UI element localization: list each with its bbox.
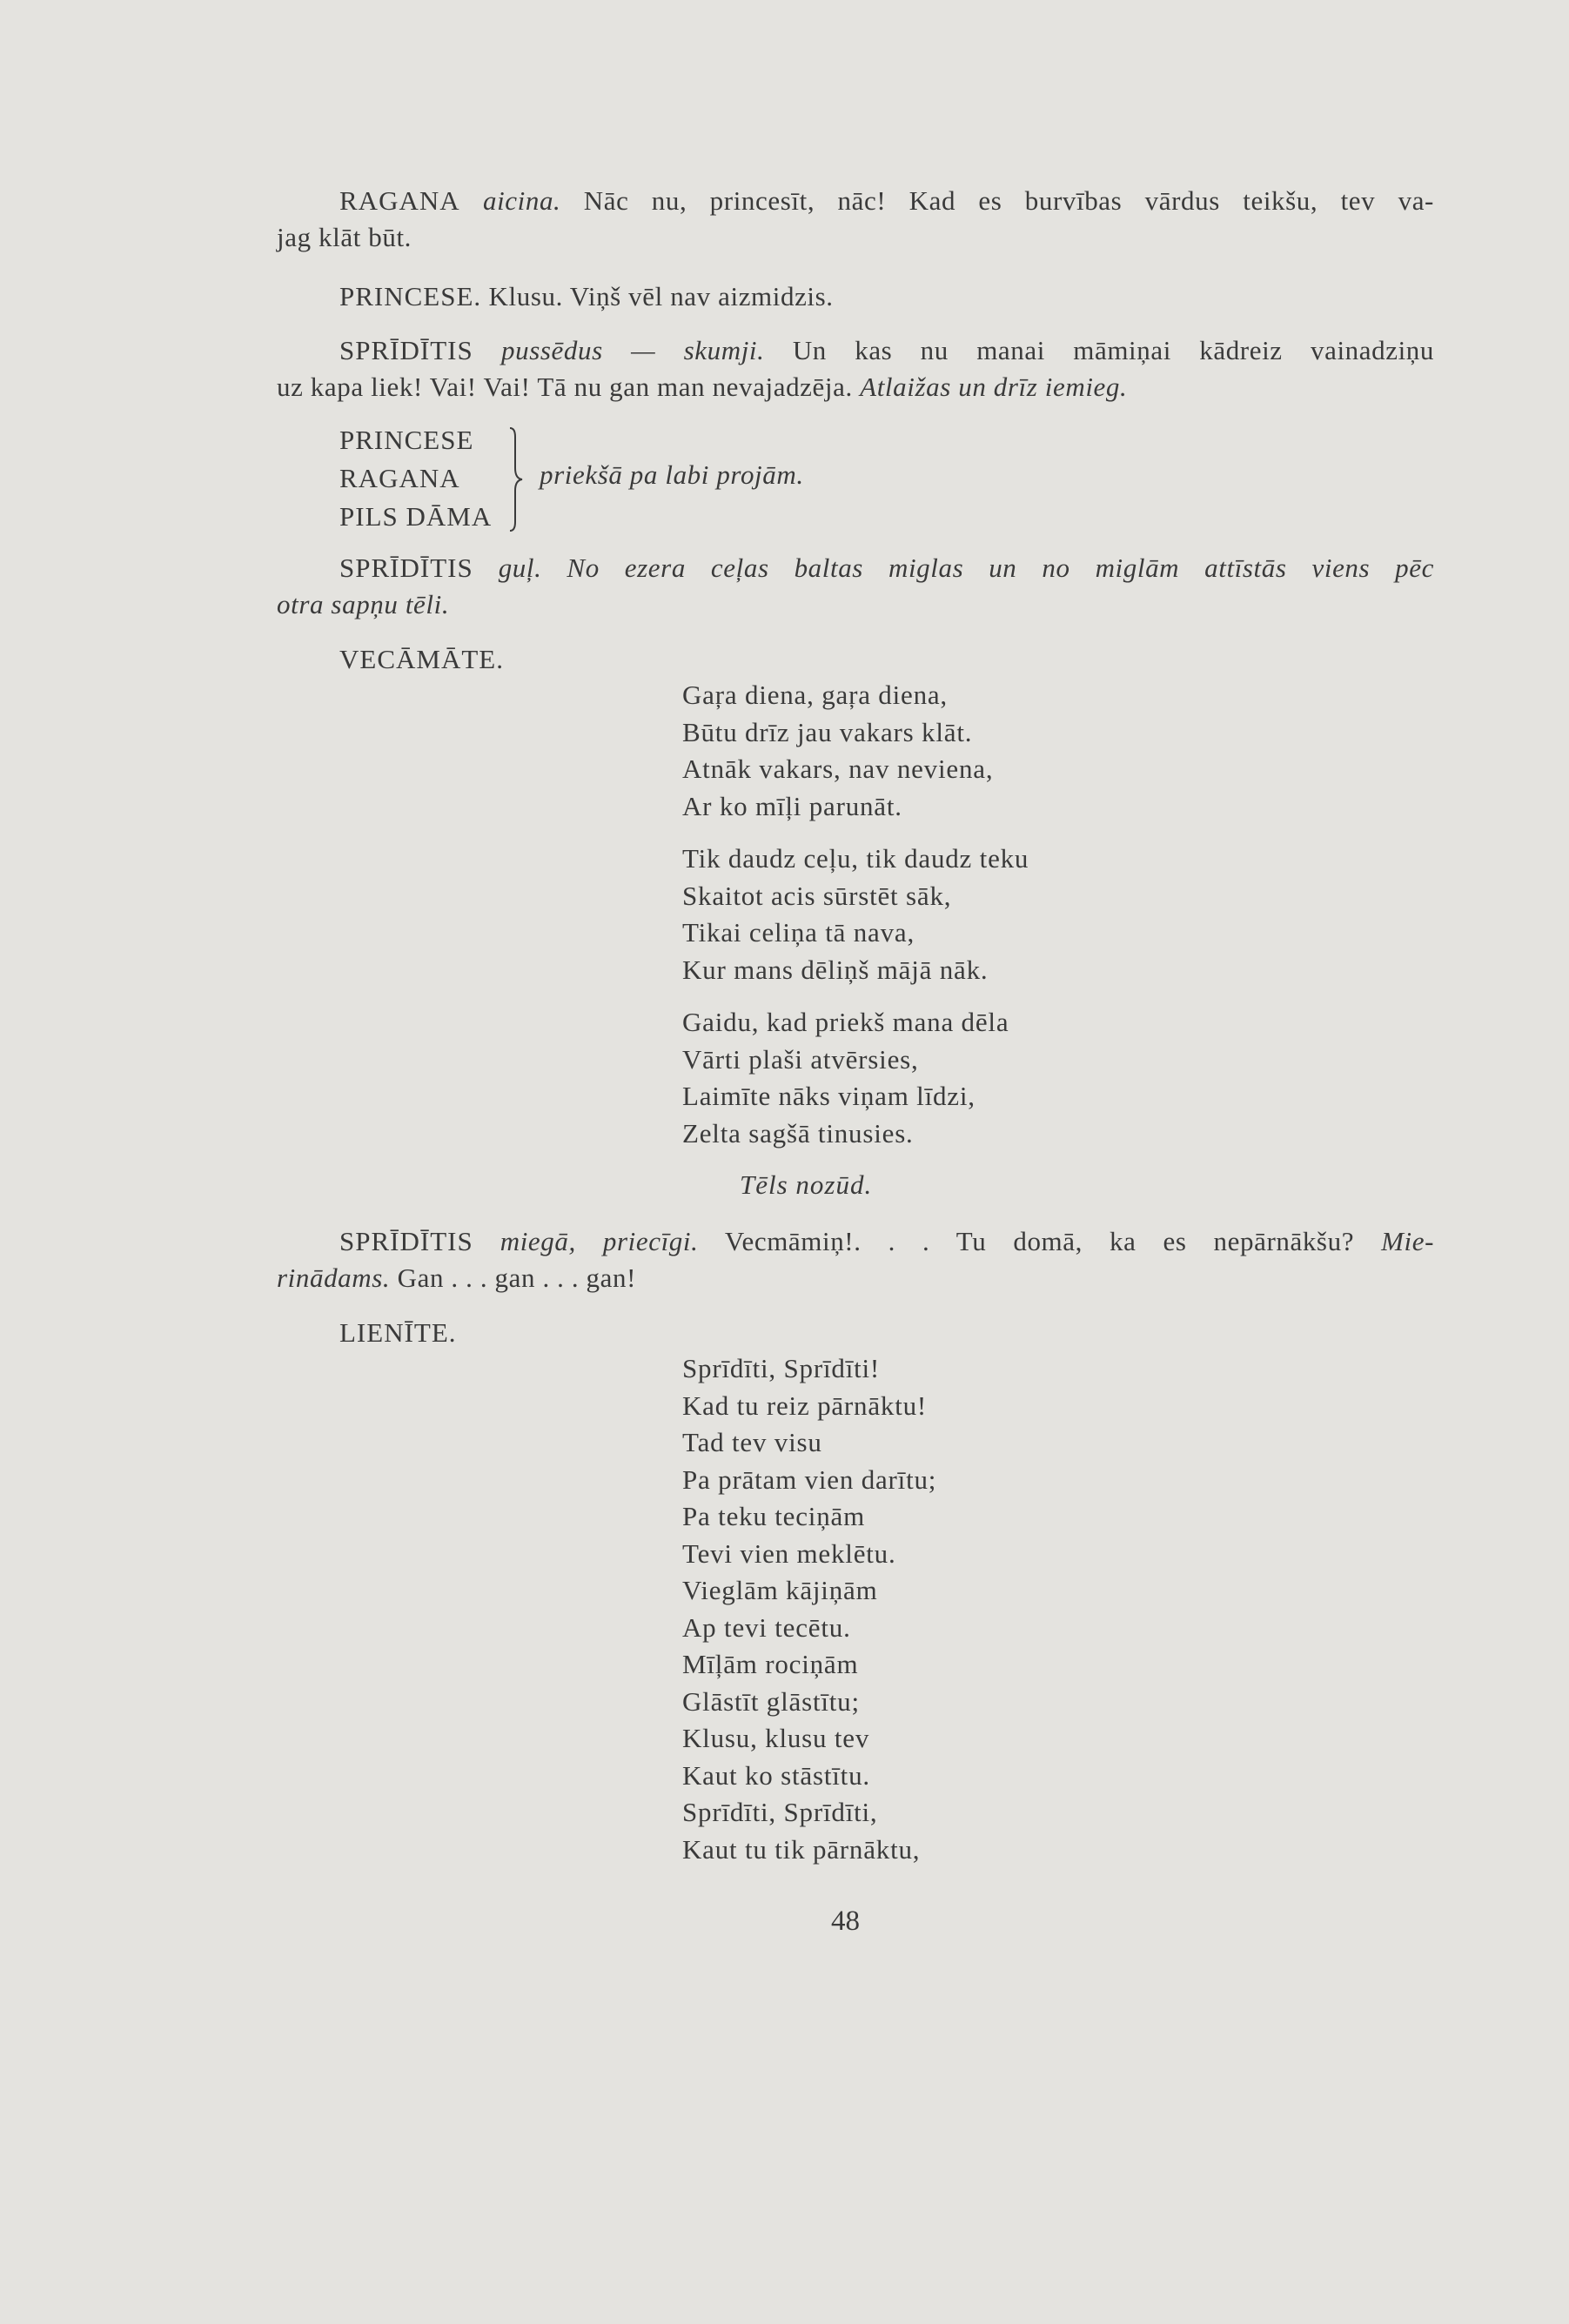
- verse-line: Sprīdīti, Sprīdīti!: [682, 1353, 881, 1383]
- verse-line: Gaidu, kad priekš mana dēla: [682, 1007, 1009, 1037]
- verse-line: Kad tu reiz pārnāktu!: [682, 1390, 928, 1421]
- verse-line: Atnāk vakars, nav neviena,: [682, 753, 994, 784]
- verse-line: Pa prātam vien darītu;: [682, 1463, 937, 1495]
- verse-line: Vieglām kājiņām: [682, 1575, 878, 1605]
- group-name: RAGANA: [339, 463, 460, 493]
- verse-line: Tevi vien meklētu.: [682, 1537, 896, 1569]
- verse-line: Gaŗa diena, gaŗa diena,: [682, 680, 948, 710]
- group-name: PRINCESE: [339, 425, 474, 455]
- verse-stanza-2: [682, 841, 1029, 988]
- dialogue-spriditis-3: [277, 1223, 1434, 1296]
- speaker-lienite: LIENĪTE.: [339, 1317, 457, 1348]
- verse-line: Glāstīt glāstītu;: [682, 1685, 860, 1717]
- dialogue-princese: [277, 278, 1434, 315]
- verse-line: Mīļām rociņām: [682, 1649, 859, 1679]
- verse-line: Vārti plaši atvērsies,: [682, 1043, 919, 1075]
- stage-direction-continued: rinādams.: [277, 1262, 391, 1293]
- verse-stanza-4: [682, 1350, 936, 1868]
- stage-direction: aicina.: [482, 185, 561, 216]
- verse-line: Skaitot acis sūrstēt sāk,: [682, 880, 952, 911]
- verse-line: Klusu, klusu tev: [682, 1723, 870, 1753]
- stage-direction-continued: otra sapņu tēli.: [277, 589, 450, 620]
- verse-line: Sprīdīti, Sprīdīti,: [682, 1797, 878, 1827]
- verse-line: Tad tev visu: [682, 1427, 822, 1457]
- stage-direction: priekšā pa labi projām.: [540, 459, 804, 490]
- brace-icon: [503, 426, 529, 532]
- dialogue-spriditis-2: [277, 550, 1434, 623]
- dialogue-spriditis-1: [277, 332, 1434, 405]
- speaker-name: RAGANA: [339, 185, 460, 216]
- speech-text-continued: Gan . . . gan . . . gan!: [397, 1262, 637, 1293]
- speech-text: Nāc nu, princesīt, nāc! Kad es burvības vārdus teikšu, tev va-: [583, 185, 1434, 216]
- verse-line: Tikai celiņa tā nava,: [682, 917, 915, 948]
- stage-direction: guļ. No ezera ceļas baltas miglas un no miglām attīstās viens pēc: [498, 553, 1434, 583]
- speech-text: Vecmāmiņ!. . . Tu domā, ka es nepārnākšu?: [724, 1226, 1355, 1256]
- exit-group: [339, 421, 949, 534]
- stage-direction: miegā, priecīgi.: [500, 1226, 699, 1256]
- verse-line: Ap tevi tecētu.: [682, 1611, 851, 1643]
- verse-stanza-1: [682, 677, 993, 825]
- speaker-name: SPRĪDĪTIS: [339, 335, 473, 365]
- verse-stanza-3: [682, 1004, 1009, 1152]
- stage-direction: Mie-: [1381, 1226, 1435, 1256]
- verse-line: Zelta sagšā tinusies.: [682, 1117, 914, 1149]
- speaker-name: PRINCESE.: [339, 281, 482, 311]
- verse-line: Ar ko mīļi parunāt.: [682, 790, 902, 821]
- stage-direction-exit: Tēls nozūd.: [740, 1169, 873, 1200]
- verse-line: Laimīte nāks viņam līdzi,: [682, 1081, 976, 1111]
- speaker-vecamate: VECĀMĀTE.: [339, 644, 504, 674]
- speaker-name: SPRĪDĪTIS: [339, 553, 473, 583]
- stage-direction: Atlaižas un drīz iemieg.: [860, 372, 1128, 402]
- verse-line: Kaut tu tik pārnāktu,: [682, 1833, 921, 1865]
- speaker-name: SPRĪDĪTIS: [339, 1226, 473, 1256]
- group-name: PILS DĀMA: [339, 501, 493, 532]
- verse-line: Kur mans dēliņš mājā nāk.: [682, 954, 989, 985]
- speech-text-continued: uz kapa liek! Vai! Vai! Tā nu gan man nevajadzēja.: [277, 372, 853, 402]
- speech-text-continued: jag klāt būt.: [277, 222, 412, 252]
- stage-direction: pussēdus — skumji.: [501, 335, 765, 365]
- dialogue-ragana: [277, 183, 1434, 256]
- verse-line: Pa teku teciņām: [682, 1501, 865, 1531]
- verse-line: Tik daudz ceļu, tik daudz teku: [682, 843, 1029, 874]
- verse-line: Kaut ko stāstītu.: [682, 1759, 870, 1791]
- speech-text: Un kas nu manai māmiņai kādreiz vainadziņu: [792, 335, 1434, 365]
- speech-text: Klusu. Viņš vēl nav aizmidzis.: [488, 281, 834, 311]
- page-number: 48: [831, 1905, 860, 1937]
- verse-line: Būtu drīz jau vakars klāt.: [682, 716, 973, 747]
